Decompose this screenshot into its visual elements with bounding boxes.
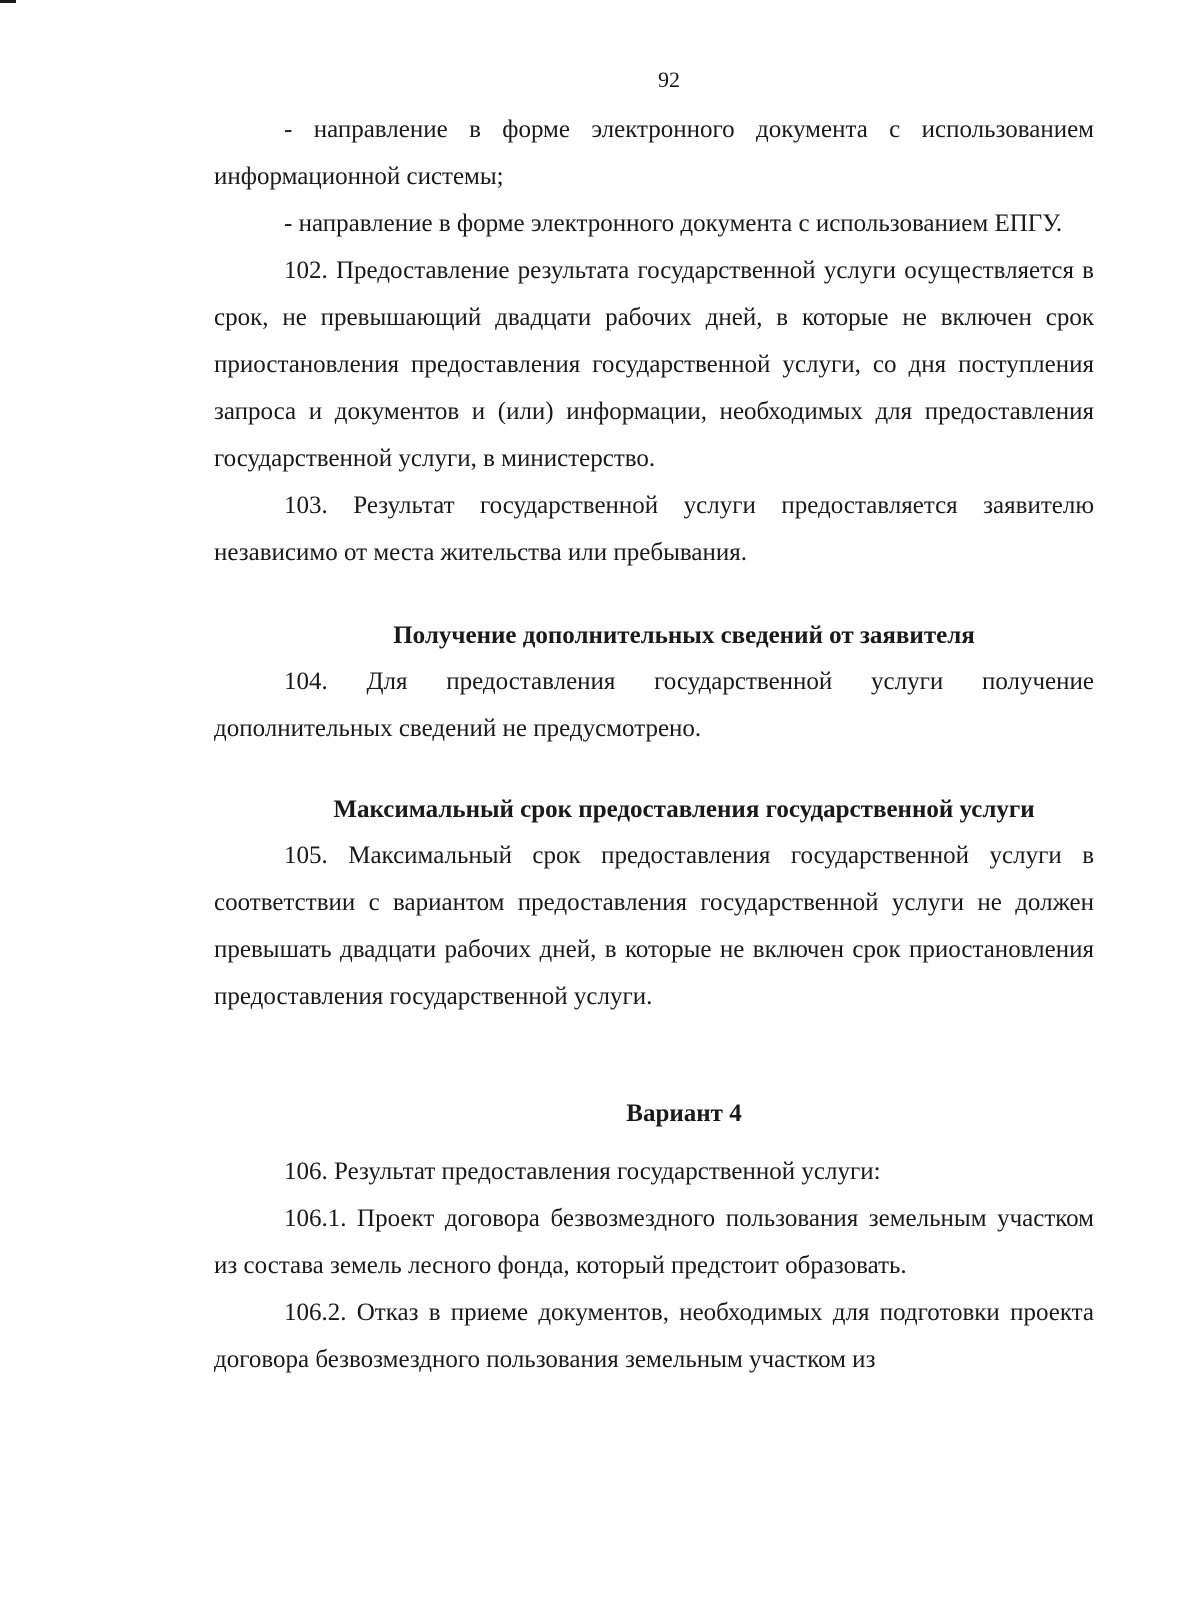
paragraph-103: 103. Результат государственной услуги предоставляется заявителю независимо от места жительства или пребывания. bbox=[214, 492, 1094, 566]
section-heading-additional-info: Получение дополнительных сведений от заявителя bbox=[393, 622, 975, 649]
paragraph-info-system: - направление в форме электронного документа с использованием информационной системы; bbox=[214, 116, 1094, 190]
section-heading-variant-4: Вариант 4 bbox=[626, 1100, 742, 1127]
paragraph-104: 104. Для предоставления государственной услуги получение дополнительных сведений не предусмотрено. bbox=[214, 668, 1094, 742]
paragraph-106-2: 106.2. Отказ в приеме документов, необходимых для подготовки проекта договора безвозмездного пользования земельным участком из bbox=[214, 1299, 1094, 1373]
section-heading-max-term: Максимальный срок предоставления государственной услуги bbox=[333, 796, 1035, 823]
paragraph-106: 106. Результат предоставления государственной услуги: bbox=[284, 1158, 881, 1185]
scan-corner-mark bbox=[0, 0, 16, 3]
page-number: 92 bbox=[658, 67, 680, 92]
paragraph-105: 105. Максимальный срок предоставления государственной услуги в соответствии с вариантом предоставления государственной услуги не должен превышать двадцати рабочих дней, в которые не включен срок приостановления предоставления государственной услуги. bbox=[214, 842, 1094, 1010]
document-page bbox=[214, 66, 1094, 1383]
paragraph-102: 102. Предоставление результата государственной услуги осуществляется в срок, не превышающий двадцати рабочих дней, в которые не включен срок приостановления предоставления государственной услуги, со дня поступления запроса и документов и (или) информации, необходимых для предоставления государственной услуги, в министерство. bbox=[214, 257, 1094, 472]
paragraph-106-1: 106.1. Проект договора безвозмездного пользования земельным участком из состава земель лесного фонда, который предстоит образовать. bbox=[214, 1205, 1094, 1279]
paragraph-epgu: - направление в форме электронного документа с использованием ЕПГУ. bbox=[284, 210, 1063, 237]
